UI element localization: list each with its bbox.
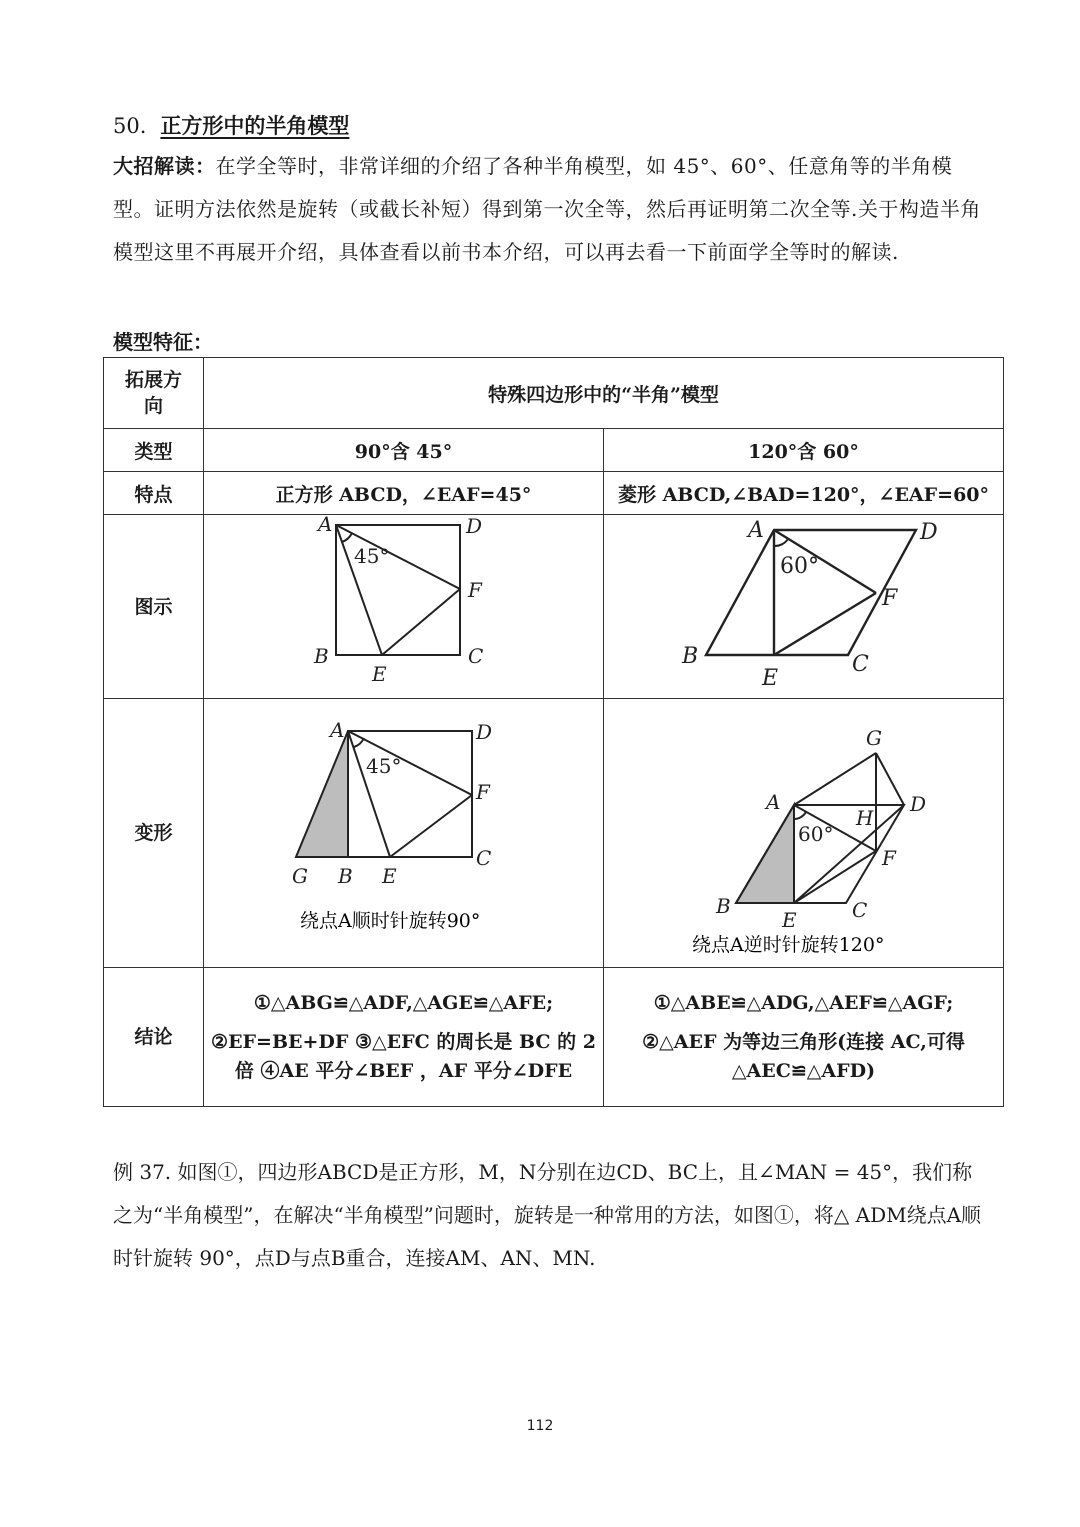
type-row [104, 429, 1004, 472]
label-b: B [313, 644, 329, 668]
label-c: C [467, 644, 483, 668]
segment-ef [794, 851, 876, 903]
feature-left: 正方形 ABCD，∠EAF=45° [204, 472, 604, 515]
conclusion-right-1: ①△ABE≌△ADG,△AEF≌△AGF; [653, 991, 954, 1014]
section-number: 50. [113, 114, 147, 138]
conclusion-right-2: ②△AEF 为等边三角形(连接 AC,可得△AEC≌△AFD) [642, 1030, 965, 1082]
variant-left-cell [204, 699, 604, 968]
feature-row [104, 472, 1004, 515]
label-a: A [748, 518, 764, 543]
angle-60-label: 60° [798, 821, 834, 846]
example-paragraph: 例 37. 如图①，四边形ABCD是正方形，M，N分别在边CD、BC上，且∠MAN = 45°，我们称之为“半角模型”，在解决“半角模型”问题时，旋转是一种常用的方法，如图①，将△ ADM绕点A顺时针旋转 90°，点D与点B重合，连接AM、AN、MN. [113, 1160, 982, 1270]
label-e: E [762, 666, 779, 691]
angle-arc [354, 738, 364, 747]
label-c: C [852, 897, 868, 922]
label-g: G [866, 725, 882, 750]
segment-ef [774, 593, 876, 655]
label-e: E [371, 662, 387, 686]
label-h: H [856, 805, 874, 830]
label-g: G [291, 863, 308, 888]
table-header-row [104, 358, 1004, 429]
label-e: E [381, 863, 397, 888]
label-a: A [766, 789, 781, 814]
variant-row [104, 699, 1004, 968]
label-b: B [682, 644, 699, 669]
square-half-angle-figure [214, 515, 594, 693]
label-c: C [475, 845, 491, 870]
header-title: 特殊四边形中的“半角”模型 [204, 358, 1004, 429]
conclusion-left-2: ②EF=BE+DF ③△EFC 的周长是 BC 的 2 倍 ④AE 平分∠BEF ，AF 平分∠DFE [211, 1030, 596, 1082]
label-f: F [467, 578, 482, 602]
segment-gd [876, 753, 904, 805]
variant-row-label: 变形 [104, 699, 204, 968]
square-rotation-figure [214, 701, 594, 961]
conclusion-row [104, 968, 1004, 1107]
segment-ef [382, 589, 460, 655]
features-label: 模型特征： [113, 330, 213, 354]
label-d: D [910, 791, 927, 816]
conclusion-left [204, 968, 604, 1107]
rhombus-half-angle-figure [604, 515, 1014, 693]
figure-left-cell [204, 515, 604, 699]
rotation-caption-right: 绕点A逆时针旋转120° [692, 933, 885, 956]
angle-arc [794, 812, 806, 819]
label-d: D [920, 520, 938, 545]
conclusion-left-1: ①△ABG≌△ADF,△AGE≌△AFE; [253, 991, 554, 1014]
conclusion-row-label: 结论 [104, 968, 204, 1107]
angle-45-label: 45° [365, 753, 401, 778]
segment-ef [390, 795, 472, 857]
segment-ag [794, 753, 876, 805]
type-left: 90°含 45° [204, 429, 604, 472]
label-b: B [337, 863, 353, 888]
label-d: D [465, 515, 482, 538]
conclusion-right [604, 968, 1004, 1107]
figure-row-label: 图示 [104, 515, 204, 699]
intro-paragraph [113, 145, 983, 274]
angle-arc [774, 539, 788, 546]
intro-text: 在学全等时，非常详细的介绍了各种半角模型，如 45°、60°、任意角等的半角模型。证明方法依然是旋转（或截长补短）得到第一次全等，然后再证明第二次全等.关于构造半角模型这里不再展开介绍，具体查看以前书本介绍，可以再去看一下前面学全等时的解读. [113, 154, 981, 264]
square-outline [348, 731, 472, 857]
shaded-triangle-abg [296, 731, 348, 857]
rhombus-rotation-figure [604, 701, 1014, 961]
type-row-label: 类型 [104, 429, 204, 472]
label-d: D [475, 719, 492, 744]
figure-row [104, 515, 1004, 699]
label-f: F [882, 586, 898, 611]
feature-right: 菱形 ABCD,∠BAD=120°，∠EAF=60° [604, 472, 1004, 515]
label-b: B [716, 893, 731, 918]
angle-60-label: 60° [780, 554, 819, 579]
label-a: A [329, 717, 344, 742]
label-e: E [782, 907, 797, 932]
page-number: 112 [526, 1418, 554, 1434]
section-title: 正方形中的半角模型 [160, 113, 350, 138]
section-heading [113, 110, 349, 140]
feature-row-label: 特点 [104, 472, 204, 515]
type-right: 120°含 60° [604, 429, 1004, 472]
rotation-caption-left: 绕点A顺时针旋转90° [299, 909, 480, 932]
angle-45-label: 45° [353, 544, 389, 568]
model-table [103, 357, 1004, 1107]
header-direction: 拓展方向 [104, 358, 204, 429]
label-a: A [317, 515, 332, 536]
label-c: C [852, 652, 869, 677]
intro-label: 大招解读： [113, 154, 216, 178]
label-f: F [475, 779, 490, 804]
label-f: F [882, 845, 896, 870]
angle-arc [342, 533, 352, 542]
variant-right-cell [604, 699, 1004, 968]
figure-right-cell [604, 515, 1004, 699]
